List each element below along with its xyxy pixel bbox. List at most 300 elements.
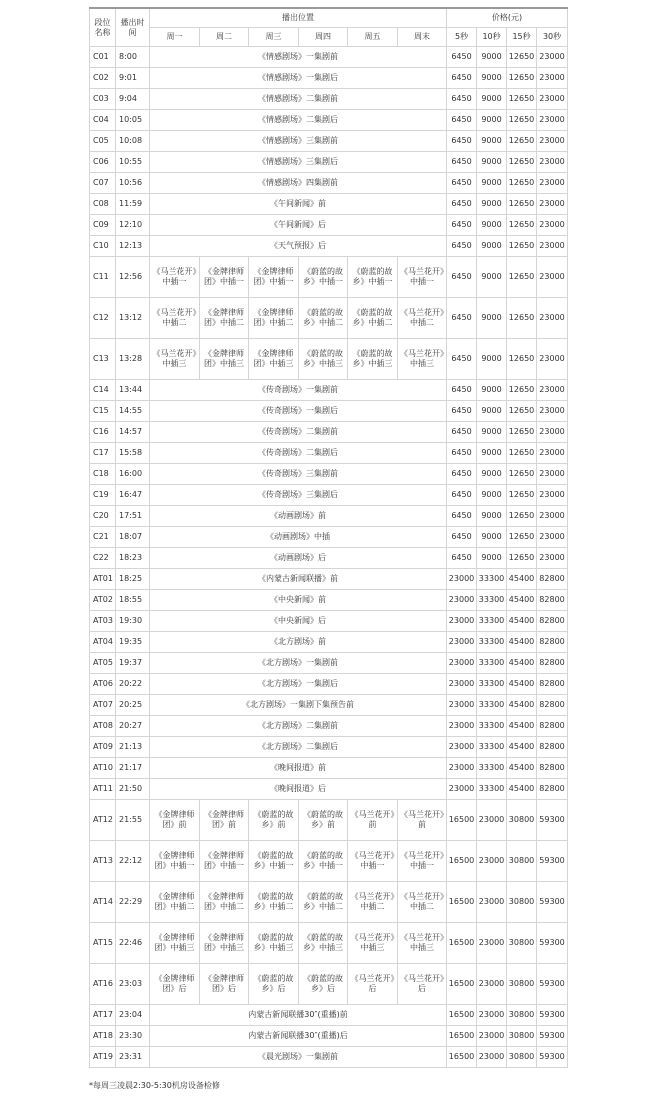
table-row [90, 152, 568, 173]
air-time: 10:56 [116, 173, 150, 194]
table-row [90, 298, 568, 339]
table-row [90, 674, 568, 695]
segment-code: C09 [90, 215, 116, 236]
air-time: 12:56 [116, 257, 150, 298]
price-cell: 12650 [507, 194, 537, 215]
price-cell: 82800 [537, 695, 568, 716]
price-cell: 23000 [447, 632, 477, 653]
price-cell: 6450 [447, 173, 477, 194]
price-cell: 33300 [477, 611, 507, 632]
day-placement: 《马兰花开》后 [348, 964, 398, 1005]
price-cell: 6450 [447, 110, 477, 131]
placement: 《北方剧场》一集剧前 [150, 653, 447, 674]
day-placement: 《蔚蓝的故乡》中插三 [348, 339, 398, 380]
segment-code: AT10 [90, 758, 116, 779]
day-placement: 《马兰花开》中插三 [398, 339, 447, 380]
segment-code: C06 [90, 152, 116, 173]
air-time: 21:55 [116, 800, 150, 841]
price-cell: 33300 [477, 758, 507, 779]
placement: 《北方剧场》一集剧后 [150, 674, 447, 695]
price-cell: 23000 [537, 422, 568, 443]
air-time: 17:51 [116, 506, 150, 527]
table-row [90, 131, 568, 152]
segment-code: C10 [90, 236, 116, 257]
price-cell: 30800 [507, 923, 537, 964]
price-cell: 9000 [477, 443, 507, 464]
price-cell: 6450 [447, 506, 477, 527]
day-placement: 《马兰花开》中插一 [348, 841, 398, 882]
price-cell: 12650 [507, 131, 537, 152]
day-placement: 《蔚蓝的故乡》后 [249, 964, 299, 1005]
day-header: 周三 [249, 28, 299, 47]
air-time: 19:35 [116, 632, 150, 653]
price-cell: 30800 [507, 1005, 537, 1026]
table-row [90, 800, 568, 841]
day-placement: 《金牌律师团》中插三 [200, 339, 249, 380]
price-cell: 6450 [447, 215, 477, 236]
price-cell: 9000 [477, 422, 507, 443]
price-cell: 45400 [507, 779, 537, 800]
air-time: 21:50 [116, 779, 150, 800]
price-cell: 45400 [507, 611, 537, 632]
price-cell: 30800 [507, 1026, 537, 1047]
price-cell: 23000 [537, 257, 568, 298]
price-cell: 6450 [447, 422, 477, 443]
price-cell: 6450 [447, 401, 477, 422]
segment-code: C18 [90, 464, 116, 485]
price-cell: 23000 [537, 464, 568, 485]
price-cell: 59300 [537, 841, 568, 882]
segment-code: C17 [90, 443, 116, 464]
price-cell: 23000 [447, 695, 477, 716]
price-cell: 23000 [477, 923, 507, 964]
price-cell: 45400 [507, 758, 537, 779]
segment-code: AT03 [90, 611, 116, 632]
price-cell: 9000 [477, 380, 507, 401]
duration-header: 30秒 [537, 28, 568, 47]
price-cell: 23000 [537, 194, 568, 215]
air-time: 21:17 [116, 758, 150, 779]
price-cell: 23000 [537, 443, 568, 464]
table-row [90, 779, 568, 800]
price-cell: 45400 [507, 653, 537, 674]
table-row [90, 1047, 568, 1068]
air-time: 14:55 [116, 401, 150, 422]
placement: 《午间新闻》后 [150, 215, 447, 236]
placement: 《情感剧场》三集剧前 [150, 131, 447, 152]
day-placement: 《蔚蓝的故乡》中插一 [249, 841, 299, 882]
day-placement: 《蔚蓝的故乡》后 [299, 964, 348, 1005]
segment-code: C21 [90, 527, 116, 548]
table-row [90, 464, 568, 485]
table-row [90, 1026, 568, 1047]
table-row [90, 339, 568, 380]
price-cell: 6450 [447, 236, 477, 257]
price-cell: 12650 [507, 380, 537, 401]
price-cell: 6450 [447, 548, 477, 569]
table-row [90, 653, 568, 674]
price-cell: 23000 [537, 527, 568, 548]
day-placement: 《马兰花开》中插一 [398, 841, 447, 882]
price-cell: 12650 [507, 110, 537, 131]
price-cell: 23000 [477, 800, 507, 841]
price-cell: 23000 [537, 173, 568, 194]
day-placement: 《金牌律师团》中插一 [249, 257, 299, 298]
price-cell: 12650 [507, 422, 537, 443]
price-cell: 16500 [447, 1047, 477, 1068]
segment-code: AT12 [90, 800, 116, 841]
placement: 《北方剧场》前 [150, 632, 447, 653]
price-cell: 9000 [477, 401, 507, 422]
air-time: 19:37 [116, 653, 150, 674]
price-cell: 45400 [507, 716, 537, 737]
price-cell: 12650 [507, 443, 537, 464]
table-row [90, 923, 568, 964]
day-placement: 《金牌律师团》中插二 [200, 298, 249, 339]
segment-code: AT05 [90, 653, 116, 674]
price-cell: 12650 [507, 401, 537, 422]
day-header: 周末 [398, 28, 447, 47]
price-cell: 16500 [447, 882, 477, 923]
table-row [90, 47, 568, 68]
price-cell: 23000 [537, 548, 568, 569]
price-cell: 6450 [447, 131, 477, 152]
price-cell: 6450 [447, 485, 477, 506]
price-cell: 23000 [447, 758, 477, 779]
segment-code: C22 [90, 548, 116, 569]
day-placement: 《蔚蓝的故乡》中插一 [299, 257, 348, 298]
table-row [90, 841, 568, 882]
placement: 《传奇剧场》三集剧前 [150, 464, 447, 485]
rate-card [89, 7, 567, 1068]
day-placement: 《蔚蓝的故乡》前 [299, 800, 348, 841]
segment-code: AT09 [90, 737, 116, 758]
price-cell: 12650 [507, 68, 537, 89]
price-cell: 9000 [477, 527, 507, 548]
price-cell: 12650 [507, 464, 537, 485]
placement: 《北方剧场》二集剧后 [150, 737, 447, 758]
price-cell: 23000 [477, 964, 507, 1005]
price-cell: 9000 [477, 215, 507, 236]
price-cell: 6450 [447, 257, 477, 298]
placement: 《传奇剧场》三集剧后 [150, 485, 447, 506]
day-placement: 《金牌律师团》中插二 [150, 882, 200, 923]
day-placement: 《金牌律师团》中插三 [200, 923, 249, 964]
segment-code: AT08 [90, 716, 116, 737]
price-cell: 30800 [507, 800, 537, 841]
price-cell: 23000 [447, 674, 477, 695]
table-row [90, 964, 568, 1005]
table-row [90, 548, 568, 569]
day-placement: 《金牌律师团》中插三 [249, 339, 299, 380]
price-cell: 30800 [507, 964, 537, 1005]
price-cell: 23000 [537, 401, 568, 422]
maintenance-note: *每周三凌晨2:30-5:30机房设备检修 [89, 1081, 220, 1090]
segment-code: C16 [90, 422, 116, 443]
price-cell: 23000 [537, 298, 568, 339]
placement: 《晚间报道》前 [150, 758, 447, 779]
day-placement: 《金牌律师团》中插三 [150, 923, 200, 964]
price-cell: 23000 [537, 110, 568, 131]
segment-code: AT07 [90, 695, 116, 716]
placement: 《北方剧场》一集剧下集预告前 [150, 695, 447, 716]
price-cell: 59300 [537, 1047, 568, 1068]
price-header: 价格(元) [447, 8, 568, 28]
air-time: 18:23 [116, 548, 150, 569]
price-cell: 23000 [537, 47, 568, 68]
segment-code: C04 [90, 110, 116, 131]
price-cell: 45400 [507, 590, 537, 611]
table-row [90, 569, 568, 590]
price-cell: 12650 [507, 548, 537, 569]
price-cell: 82800 [537, 653, 568, 674]
segment-code: C11 [90, 257, 116, 298]
table-row [90, 380, 568, 401]
day-placement: 《蔚蓝的故乡》中插三 [299, 923, 348, 964]
segment-code: C20 [90, 506, 116, 527]
table-row [90, 89, 568, 110]
price-cell: 9000 [477, 548, 507, 569]
placement: 《天气预报》后 [150, 236, 447, 257]
day-header: 周四 [299, 28, 348, 47]
air-time: 13:28 [116, 339, 150, 380]
price-cell: 23000 [447, 590, 477, 611]
segment-code: AT02 [90, 590, 116, 611]
duration-header: 15秒 [507, 28, 537, 47]
air-time: 22:12 [116, 841, 150, 882]
placement: 《情感剧场》三集剧后 [150, 152, 447, 173]
price-cell: 9000 [477, 194, 507, 215]
price-cell: 82800 [537, 758, 568, 779]
table-row [90, 443, 568, 464]
price-cell: 59300 [537, 923, 568, 964]
price-cell: 30800 [507, 1047, 537, 1068]
placement: 《情感剧场》二集剧前 [150, 89, 447, 110]
segment-code: C01 [90, 47, 116, 68]
placement: 《情感剧场》四集剧前 [150, 173, 447, 194]
air-time: 12:10 [116, 215, 150, 236]
placement: 《动画剧场》后 [150, 548, 447, 569]
price-cell: 23000 [447, 569, 477, 590]
price-cell: 23000 [537, 68, 568, 89]
table-row [90, 1005, 568, 1026]
price-cell: 9000 [477, 485, 507, 506]
price-cell: 23000 [447, 611, 477, 632]
price-cell: 23000 [447, 716, 477, 737]
segment-code: C07 [90, 173, 116, 194]
table-row [90, 173, 568, 194]
price-cell: 16500 [447, 923, 477, 964]
segment-code: AT11 [90, 779, 116, 800]
day-placement: 《马兰花开》中插二 [398, 298, 447, 339]
price-cell: 23000 [447, 779, 477, 800]
table-row [90, 611, 568, 632]
price-cell: 6450 [447, 380, 477, 401]
air-time: 15:58 [116, 443, 150, 464]
day-placement: 《马兰花开》中插一 [398, 257, 447, 298]
air-time: 21:13 [116, 737, 150, 758]
price-cell: 59300 [537, 1026, 568, 1047]
segment-code: C03 [90, 89, 116, 110]
price-cell: 45400 [507, 737, 537, 758]
table-row [90, 194, 568, 215]
price-cell: 6450 [447, 464, 477, 485]
ad-schedule-table [89, 7, 568, 1068]
segment-code: AT19 [90, 1047, 116, 1068]
segment-code: AT01 [90, 569, 116, 590]
table-row [90, 257, 568, 298]
price-cell: 9000 [477, 68, 507, 89]
price-cell: 23000 [447, 653, 477, 674]
table-row [90, 758, 568, 779]
price-cell: 12650 [507, 89, 537, 110]
air-time: 20:27 [116, 716, 150, 737]
table-row [90, 236, 568, 257]
air-time: 16:47 [116, 485, 150, 506]
price-cell: 12650 [507, 47, 537, 68]
price-cell: 59300 [537, 800, 568, 841]
price-cell: 6450 [447, 339, 477, 380]
day-placement: 《金牌律师团》中插一 [200, 257, 249, 298]
day-placement: 《金牌律师团》中插一 [150, 841, 200, 882]
price-cell: 23000 [537, 380, 568, 401]
price-cell: 23000 [537, 89, 568, 110]
price-cell: 12650 [507, 215, 537, 236]
table-row [90, 632, 568, 653]
segment-code: AT04 [90, 632, 116, 653]
air-time: 20:25 [116, 695, 150, 716]
table-row [90, 716, 568, 737]
air-time: 8:00 [116, 47, 150, 68]
price-cell: 82800 [537, 737, 568, 758]
price-cell: 9000 [477, 110, 507, 131]
position-header: 播出位置 [150, 8, 447, 28]
placement: 《情感剧场》二集剧后 [150, 110, 447, 131]
price-cell: 16500 [447, 1005, 477, 1026]
segment-code: AT16 [90, 964, 116, 1005]
price-cell: 16500 [447, 1026, 477, 1047]
price-cell: 16500 [447, 800, 477, 841]
day-placement: 《蔚蓝的故乡》中插一 [348, 257, 398, 298]
price-cell: 82800 [537, 674, 568, 695]
placement: 《晨光剧场》一集剧前 [150, 1047, 447, 1068]
segment-code: C14 [90, 380, 116, 401]
air-time: 11:59 [116, 194, 150, 215]
price-cell: 33300 [477, 653, 507, 674]
price-cell: 59300 [537, 1005, 568, 1026]
air-time: 10:05 [116, 110, 150, 131]
day-placement: 《金牌律师团》后 [200, 964, 249, 1005]
price-cell: 30800 [507, 882, 537, 923]
price-cell: 12650 [507, 485, 537, 506]
price-cell: 23000 [537, 131, 568, 152]
price-cell: 82800 [537, 611, 568, 632]
placement: 《传奇剧场》二集剧前 [150, 422, 447, 443]
air-time: 9:04 [116, 89, 150, 110]
price-cell: 9000 [477, 89, 507, 110]
placement: 《情感剧场》一集剧后 [150, 68, 447, 89]
price-cell: 12650 [507, 152, 537, 173]
table-row [90, 527, 568, 548]
air-time: 23:04 [116, 1005, 150, 1026]
segment-code: AT14 [90, 882, 116, 923]
price-cell: 82800 [537, 632, 568, 653]
price-cell: 23000 [537, 506, 568, 527]
price-cell: 6450 [447, 47, 477, 68]
table-row [90, 401, 568, 422]
day-placement: 《马兰花开》中插二 [348, 882, 398, 923]
day-placement: 《蔚蓝的故乡》中插一 [299, 841, 348, 882]
placement: 《中央新闻》后 [150, 611, 447, 632]
duration-header: 10秒 [477, 28, 507, 47]
price-cell: 23000 [477, 882, 507, 923]
day-placement: 《蔚蓝的故乡》中插三 [249, 923, 299, 964]
placement: 《情感剧场》一集剧前 [150, 47, 447, 68]
day-placement: 《金牌律师团》后 [150, 964, 200, 1005]
day-placement: 《马兰花开》中插三 [348, 923, 398, 964]
table-row [90, 882, 568, 923]
day-placement: 《金牌律师团》前 [150, 800, 200, 841]
day-placement: 《马兰花开》中插二 [398, 882, 447, 923]
price-cell: 33300 [477, 569, 507, 590]
table-row [90, 590, 568, 611]
segment-code: AT15 [90, 923, 116, 964]
air-time: 22:29 [116, 882, 150, 923]
price-cell: 23000 [477, 1026, 507, 1047]
day-placement: 《马兰花开》前 [348, 800, 398, 841]
day-placement: 《马兰花开》后 [398, 964, 447, 1005]
day-header: 周一 [150, 28, 200, 47]
air-time: 18:25 [116, 569, 150, 590]
price-cell: 33300 [477, 590, 507, 611]
price-cell: 23000 [537, 485, 568, 506]
placement: 内蒙古新闻联播30″(重播)前 [150, 1005, 447, 1026]
price-cell: 30800 [507, 841, 537, 882]
price-cell: 9000 [477, 339, 507, 380]
price-cell: 6450 [447, 68, 477, 89]
table-row [90, 695, 568, 716]
price-cell: 12650 [507, 236, 537, 257]
segment-header: 段位名称 [90, 8, 116, 47]
price-cell: 6450 [447, 194, 477, 215]
air-time: 23:31 [116, 1047, 150, 1068]
day-placement: 《马兰花开》中插一 [150, 257, 200, 298]
price-cell: 23000 [477, 841, 507, 882]
price-cell: 23000 [477, 1047, 507, 1068]
duration-header: 5秒 [447, 28, 477, 47]
day-placement: 《金牌律师团》中插一 [200, 841, 249, 882]
placement: 《午间新闻》前 [150, 194, 447, 215]
day-placement: 《金牌律师团》前 [200, 800, 249, 841]
segment-code: AT17 [90, 1005, 116, 1026]
price-cell: 23000 [537, 236, 568, 257]
price-cell: 9000 [477, 257, 507, 298]
segment-code: C12 [90, 298, 116, 339]
price-cell: 6450 [447, 89, 477, 110]
price-cell: 33300 [477, 674, 507, 695]
placement: 《动画剧场》中插 [150, 527, 447, 548]
price-cell: 9000 [477, 152, 507, 173]
segment-code: AT18 [90, 1026, 116, 1047]
placement: 《晚间报道》后 [150, 779, 447, 800]
air-time: 13:44 [116, 380, 150, 401]
price-cell: 23000 [537, 215, 568, 236]
price-cell: 12650 [507, 506, 537, 527]
air-time: 22:46 [116, 923, 150, 964]
air-time: 18:07 [116, 527, 150, 548]
placement: 《中央新闻》前 [150, 590, 447, 611]
air-time: 23:03 [116, 964, 150, 1005]
